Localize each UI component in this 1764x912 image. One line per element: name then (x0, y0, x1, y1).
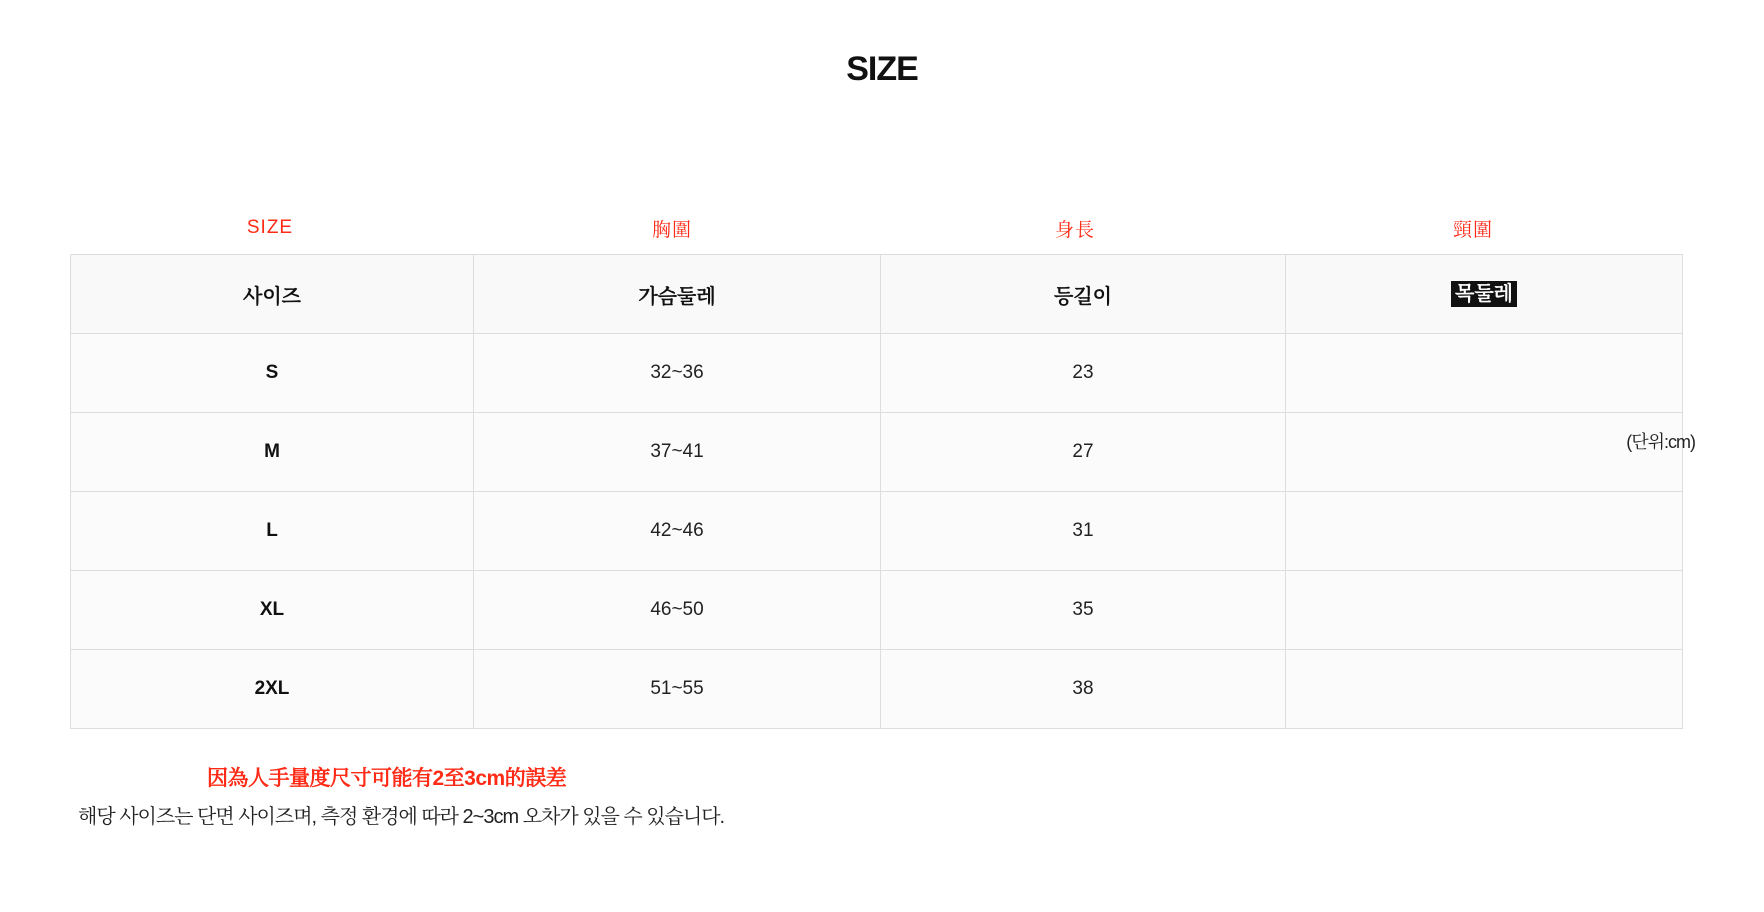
page-title: SIZE (846, 50, 918, 88)
cell-length: 38 (881, 650, 1286, 729)
cell-neck (1286, 334, 1683, 413)
cell-neck (1286, 571, 1683, 650)
cell-chest: 32~36 (474, 334, 881, 413)
column-header-chest: 가슴둘레 (474, 255, 881, 334)
cell-length: 35 (881, 571, 1286, 650)
cell-length: 27 (881, 413, 1286, 492)
cell-neck (1286, 413, 1683, 492)
unit-note: (단위:cm) (1626, 432, 1695, 452)
cell-length: 23 (881, 334, 1286, 413)
cell-chest: 46~50 (474, 571, 881, 650)
cell-size: L (71, 492, 474, 571)
chinese-header-row (70, 210, 1670, 246)
cell-size: XL (71, 571, 474, 650)
chinese-header-chest: 胸圍 (651, 219, 692, 241)
column-header-size: 사이즈 (71, 255, 474, 334)
cell-chest: 37~41 (474, 413, 881, 492)
table-row (71, 650, 1683, 729)
column-header-neck (1286, 255, 1683, 334)
size-table-container (70, 210, 1695, 729)
column-header-neck-label: 목둘레 (1451, 281, 1517, 307)
table-row (71, 492, 1683, 571)
cell-size: M (71, 413, 474, 492)
footnote-chinese: 因為人手量度尺寸可能有2至3cm的誤差 (207, 767, 567, 790)
cell-chest: 51~55 (474, 650, 881, 729)
table-row (71, 571, 1683, 650)
size-table-body (71, 334, 1683, 729)
size-table (70, 254, 1683, 729)
footnote-korean: 해당 사이즈는 단면 사이즈며, 측정 환경에 따라 2~3cm 오차가 있을 수 있습니다. (78, 806, 725, 828)
column-header-length: 등길이 (881, 255, 1286, 334)
cell-neck (1286, 492, 1683, 571)
cell-chest: 42~46 (474, 492, 881, 571)
table-row (71, 413, 1683, 492)
size-table-head (71, 255, 1683, 334)
cell-length: 31 (881, 492, 1286, 571)
chinese-header-length: 身長 (1054, 219, 1095, 241)
cell-size: S (71, 334, 474, 413)
chinese-header-neck: 頸圍 (1452, 219, 1493, 241)
table-row (71, 334, 1683, 413)
table-header-row (71, 255, 1683, 334)
cell-neck (1286, 650, 1683, 729)
chinese-header-size: SIZE (246, 217, 294, 238)
cell-size: 2XL (71, 650, 474, 729)
